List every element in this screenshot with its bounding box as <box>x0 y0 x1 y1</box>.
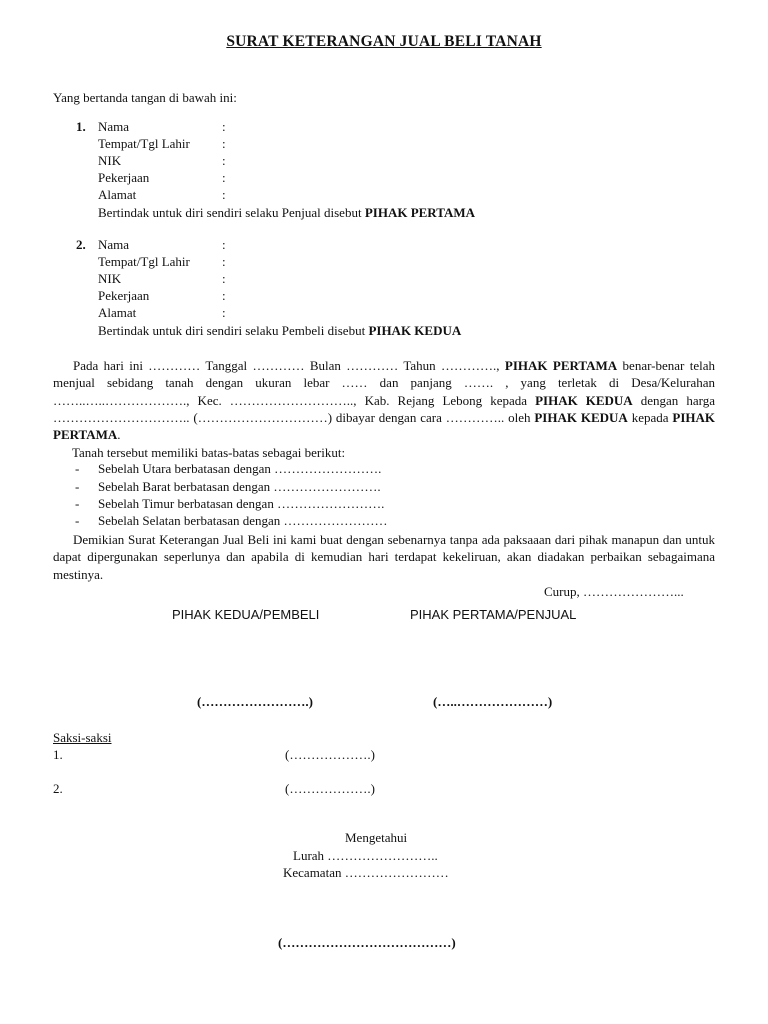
party-reference: PIHAK PERTAMA <box>504 358 618 373</box>
buyer-label: PIHAK KEDUA/PEMBELI <box>172 607 320 622</box>
seller-label: PIHAK PERTAMA/PENJUAL <box>410 607 577 622</box>
witnesses-heading: Saksi-saksi <box>53 730 112 745</box>
field-label: Nama <box>98 237 130 252</box>
field-row <box>0 271 768 288</box>
camat-line: Kecamatan …………………… <box>283 865 449 880</box>
buyer-signature-line: (…………………….) <box>197 694 313 709</box>
boundary-text: Sebelah Timur berbatasan dengan ……………………. <box>98 496 385 511</box>
acknowledge-heading: Mengetahui <box>345 830 408 845</box>
paragraph-text: . <box>117 427 121 443</box>
sale-paragraph <box>53 357 715 443</box>
boundary-text: Sebelah Selatan berbatasan dengan …………………… <box>98 513 388 528</box>
role-name: PIHAK PERTAMA <box>364 205 475 220</box>
field-row <box>0 136 768 153</box>
field-label: Pekerjaan <box>98 170 150 185</box>
field-colon: : <box>222 271 226 286</box>
field-colon: : <box>222 136 226 151</box>
field-row <box>0 305 768 322</box>
document-title: SURAT KETERANGAN JUAL BELI TANAH <box>226 33 542 50</box>
boundary-text: Sebelah Barat berbatasan dengan ……………………. <box>98 479 381 494</box>
field-label: Alamat <box>98 187 137 202</box>
party-reference: PIHAK KEDUA <box>535 392 633 408</box>
witness-signature-line: (……………….) <box>285 747 375 762</box>
boundary-text: Sebelah Utara berbatasan dengan ……………………. <box>98 461 382 476</box>
paragraph-text: benar-benar telah menjual sebidang tanah dengan ukuran lebar …… dan panjang ……. , yang terletak di Desa/Kelurahan ……..…..………………., Kec. ……………………….., Kab. Rejang Lebong kepada <box>53 358 715 408</box>
field-row <box>0 170 768 187</box>
field-row <box>0 288 768 305</box>
field-colon: : <box>222 153 226 168</box>
party-reference: PIHAK PERTAMA <box>53 409 716 443</box>
field-row <box>0 153 768 170</box>
seller-signature-line: (…..…………………) <box>433 694 553 709</box>
field-colon: : <box>222 119 226 134</box>
dash-marker: - <box>75 479 80 494</box>
acknowledge-signature-line: (…………………………………) <box>278 935 456 950</box>
party-two-role <box>98 323 461 339</box>
dash-marker: - <box>75 496 80 511</box>
party-one-role <box>98 205 475 221</box>
field-colon: : <box>222 187 226 202</box>
field-row <box>0 237 768 254</box>
witness-number: 2. <box>53 781 63 796</box>
paragraph-text: Pada hari ini ………… Tanggal ………… Bulan ………… Tahun …………., <box>73 358 505 373</box>
field-label: NIK <box>98 271 122 286</box>
boundaries-intro: Tanah tersebut memiliki batas-batas sebagai berikut: <box>72 445 346 460</box>
field-label: Tempat/Tgl Lahir <box>98 254 190 269</box>
field-label: NIK <box>98 153 122 168</box>
field-colon: : <box>222 170 226 185</box>
field-colon: : <box>222 237 226 252</box>
field-label: Nama <box>98 119 130 134</box>
dash-marker: - <box>75 513 80 528</box>
paragraph-text: dengan harga ………………………….. (…………………………) dibayar dengan cara ………….. oleh <box>53 392 715 425</box>
witness-number: 1. <box>53 747 63 762</box>
field-label: Alamat <box>98 305 137 320</box>
field-row <box>0 187 768 204</box>
field-row <box>0 254 768 271</box>
party-two-number: 2. <box>76 237 86 252</box>
intro-text: Yang bertanda tangan di bawah ini: <box>53 90 237 105</box>
witness-signature-line: (……………….) <box>285 781 375 796</box>
field-colon: : <box>222 305 226 320</box>
field-label: Tempat/Tgl Lahir <box>98 136 190 151</box>
role-name: PIHAK KEDUA <box>368 323 462 338</box>
field-row <box>0 119 768 136</box>
role-text: Bertindak untuk diri sendiri selaku Pembeli disebut <box>98 323 369 338</box>
lurah-line: Lurah …………………….. <box>293 848 438 863</box>
field-colon: : <box>222 288 226 303</box>
field-label: Pekerjaan <box>98 288 150 303</box>
role-text: Bertindak untuk diri sendiri selaku Penjual disebut <box>98 205 365 220</box>
paragraph-text: kepada <box>627 409 673 425</box>
party-reference: PIHAK KEDUA <box>534 409 628 425</box>
dash-marker: - <box>75 461 80 476</box>
closing-paragraph: Demikian Surat Keterangan Jual Beli ini kami buat dengan sebenarnya tanpa ada paksaaan dari pihak manapun dan untuk dapat dipergunakan seperlunya dan apabila di kemudian hari terdapat kekeliruan, akan diadakan perbaikan sebagaimana mestinya. <box>53 532 715 582</box>
party-one-number: 1. <box>76 119 86 134</box>
field-colon: : <box>222 254 226 269</box>
place-date: Curup, …………………... <box>544 584 684 599</box>
